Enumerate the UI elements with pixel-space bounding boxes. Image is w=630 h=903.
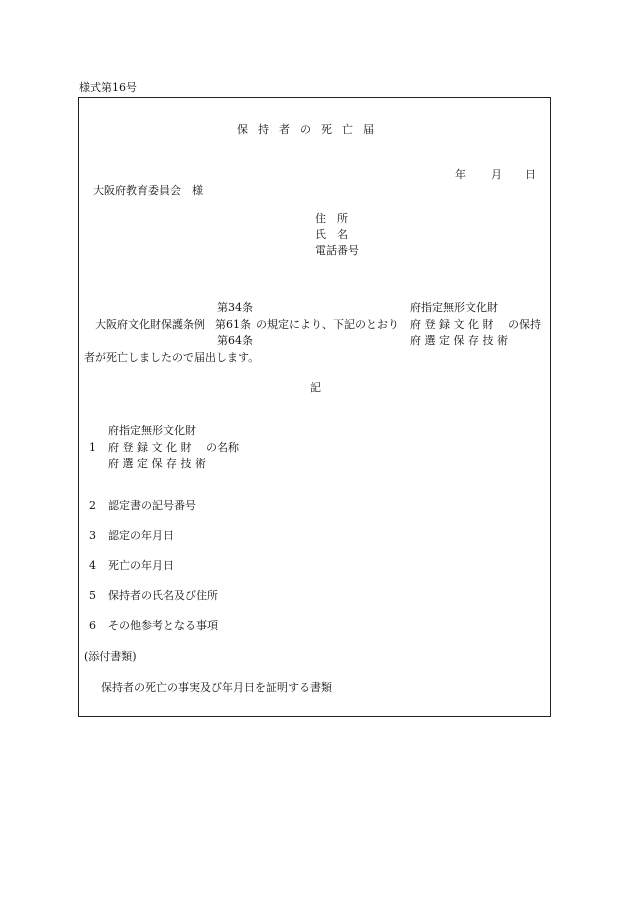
- date-month: 月: [491, 168, 502, 181]
- body-continuation: 者が死亡しましたので届出します。: [84, 351, 260, 364]
- item4-number: 4: [89, 559, 96, 572]
- form-title: 保持者の死亡届: [237, 123, 384, 136]
- category-selected-conservation: 府 選 定 保 存 技 術: [410, 334, 508, 347]
- item1-category-designated: 府指定無形文化財: [108, 424, 196, 437]
- form-number: 様式第16号: [79, 81, 137, 94]
- attachments-heading: (添付書類): [84, 650, 137, 663]
- article-61: 第61条: [215, 318, 251, 331]
- item4-label: 死亡の年月日: [108, 559, 174, 572]
- item5-number: 5: [89, 589, 96, 602]
- ordinance-name: 大阪府文化財保護条例: [95, 318, 205, 331]
- item1-category-registered: 府 登 録 文 化 財: [108, 441, 192, 454]
- article-64: 第64条: [217, 334, 253, 347]
- applicant-phone-label: 電話番号: [315, 244, 359, 257]
- addressee: 大阪府教育委員会 様: [93, 184, 203, 197]
- applicant-name-label: 氏 名: [315, 228, 348, 241]
- body-connector: の規定により、下記のとおり: [256, 318, 399, 331]
- date-day: 日: [525, 168, 536, 181]
- item1-suffix: の名称: [206, 441, 239, 454]
- article-34: 第34条: [217, 301, 253, 314]
- item6-label: その他参考となる事項: [108, 619, 218, 632]
- body-suffix: の保持: [508, 318, 541, 331]
- item3-label: 認定の年月日: [108, 529, 174, 542]
- item2-label: 認定書の記号番号: [108, 499, 196, 512]
- item6-number: 6: [89, 619, 96, 632]
- item1-number: 1: [89, 441, 96, 454]
- date-year: 年: [455, 168, 466, 181]
- item2-number: 2: [89, 499, 96, 512]
- attachments-document: 保持者の死亡の事実及び年月日を証明する書類: [101, 681, 332, 694]
- item5-label: 保持者の氏名及び住所: [108, 589, 218, 602]
- applicant-address-label: 住 所: [315, 212, 348, 225]
- ki-heading: 記: [310, 381, 321, 394]
- category-registered: 府 登 録 文 化 財: [410, 318, 494, 331]
- item1-category-selected: 府 選 定 保 存 技 術: [108, 457, 206, 470]
- item3-number: 3: [89, 529, 96, 542]
- category-designated-intangible: 府指定無形文化財: [410, 301, 498, 314]
